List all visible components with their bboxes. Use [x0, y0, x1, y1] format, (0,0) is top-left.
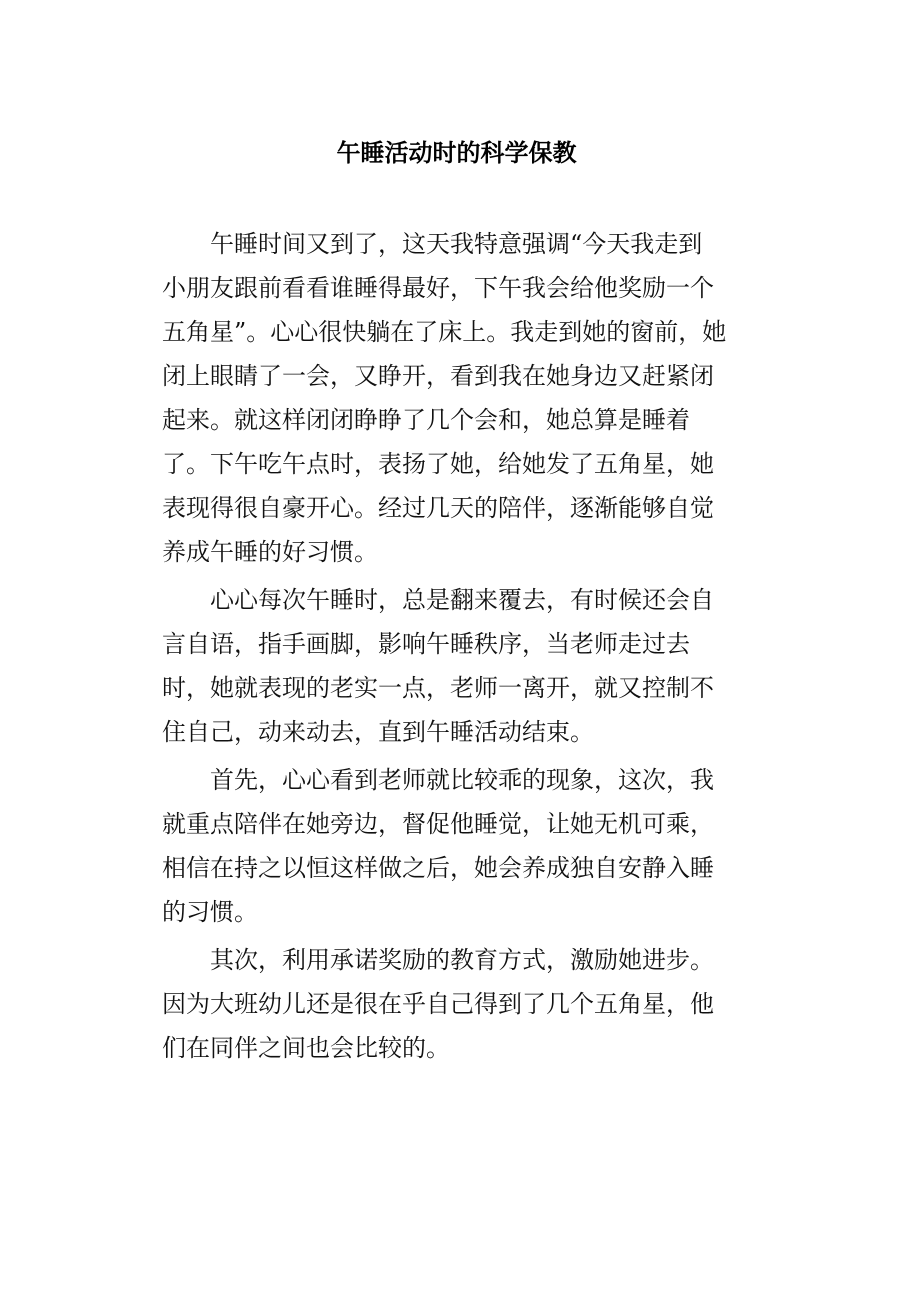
text-line: 首先，心心看到老师就比较乖的现象，这次，我: [162, 766, 714, 794]
text-line: 五角星”。心心很快躺在了床上。我走到她的窗前，她: [162, 318, 727, 346]
text-line: 闭上眼睛了一会，又睁开，看到我在她身边又赶紧闭: [162, 362, 714, 390]
text-line: 起来。就这样闭闭睁睁了几个会和，她总算是睡着: [162, 406, 690, 434]
text-line: 其次，利用承诺奖励的教育方式，激励她进步。: [162, 946, 714, 974]
text-line: 因为大班幼儿还是很在乎自己得到了几个五角星，他: [162, 990, 714, 1018]
text-line: 时，她就表现的老实一点，老师一离开，就又控制不: [162, 674, 714, 702]
text-line: 相信在持之以恒这样做之后，她会养成独自安静入睡: [162, 854, 714, 882]
text-line: 了。下午吃午点时，表扬了她，给她发了五角星，她: [162, 450, 714, 478]
text-line: 小朋友跟前看看谁睡得最好，下午我会给他奖励一个: [162, 274, 714, 302]
text-line: 就重点陪伴在她旁边，督促他睡觉，让她无机可乘，: [162, 810, 714, 838]
text-line: 们在同伴之间也会比较的。: [162, 1034, 450, 1062]
text-line: 表现得很自豪开心。经过几天的陪伴，逐渐能够自觉: [162, 494, 714, 522]
page-title: 午睡活动时的科学保教: [336, 139, 577, 167]
text-line: 心心每次午睡时，总是翻来覆去，有时候还会自: [162, 586, 714, 614]
text-line: 养成午睡的好习惯。: [162, 538, 378, 566]
text-line: 住自己，动来动去，直到午睡活动结束。: [162, 718, 594, 746]
text-line: 言自语，指手画脚，影响午睡秩序，当老师走过去: [162, 630, 690, 658]
text-line: 的习惯。: [162, 898, 258, 926]
text-line: 午睡时间又到了，这天我特意强调“今天我走到: [162, 230, 703, 258]
